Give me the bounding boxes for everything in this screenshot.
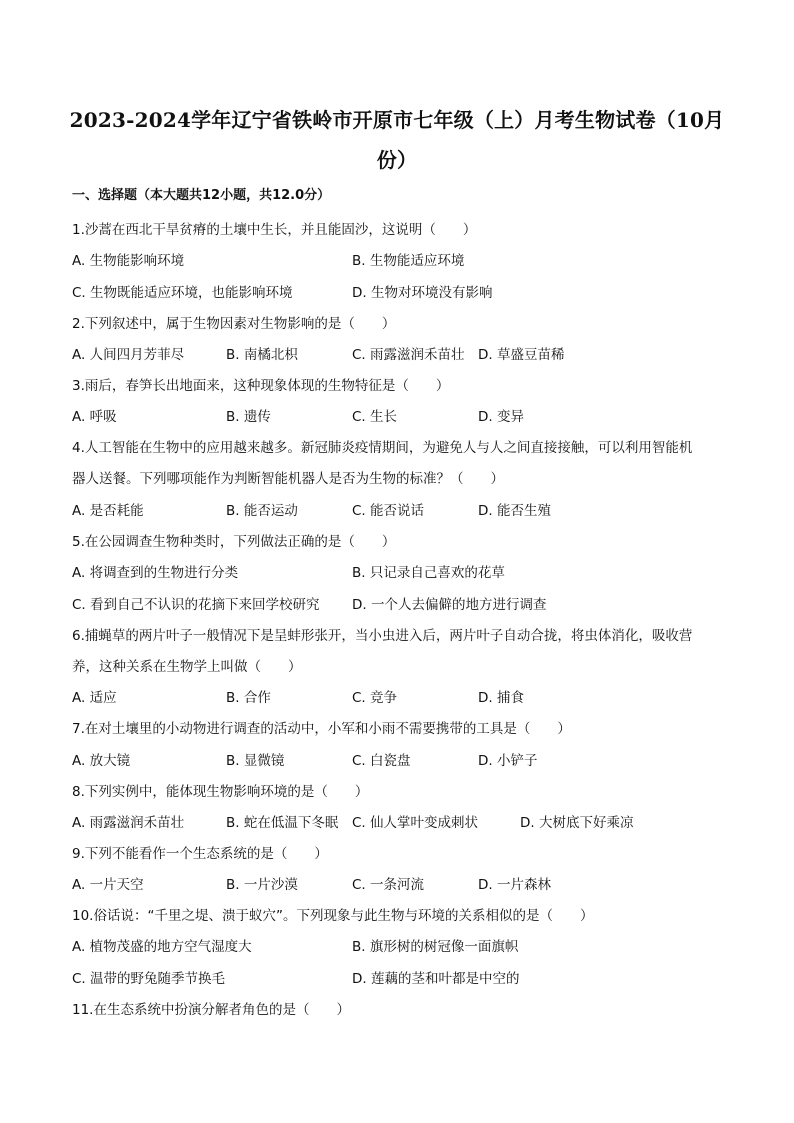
q1-option-d[interactable]: D. 生物对环境没有影响 [352,285,493,301]
q4-option-d[interactable]: D. 能否生殖 [478,503,551,519]
q3-option-d[interactable]: D. 变异 [478,409,524,425]
question-4-stem-line-1: 4.人工智能在生物中的应用越来越多。新冠肺炎疫情期间，为避免人与人之间直接接触，可以利用智能机 [72,440,693,456]
question-5-stem: 5.在公园调查生物种类时，下列做法正确的是（ ） [72,534,396,550]
q6-option-b[interactable]: B. 合作 [226,690,271,706]
question-9-stem: 9.下列不能看作一个生态系统的是（ ） [72,846,328,862]
q1-option-b[interactable]: B. 生物能适应环境 [352,253,465,269]
question-11-stem: 11.在生态系统中扮演分解者角色的是（ ） [72,1002,350,1018]
q8-option-a[interactable]: A. 雨露滋润禾苗壮 [72,815,185,831]
q2-option-c[interactable]: C. 雨露滋润禾苗壮 [352,347,465,363]
q3-option-c[interactable]: C. 生长 [352,409,398,425]
exam-title: 2023-2024学年辽宁省铁岭市开原市七年级（上）月考生物试卷（10月份） [69,108,725,172]
section-heading: 一、选择题（本大题共12小题，共12.0分） [72,188,331,203]
q3-option-a[interactable]: A. 呼吸 [72,409,117,425]
q9-option-b[interactable]: B. 一片沙漠 [226,877,298,893]
q9-option-d[interactable]: D. 一片森林 [478,877,551,893]
q4-option-a[interactable]: A. 是否耗能 [72,503,144,519]
question-8-stem: 8.下列实例中，能体现生物影响环境的是（ ） [72,784,369,800]
question-10-stem: 10.俗话说：“千里之堤、溃于蚁穴”。下列现象与此生物与环境的关系相似的是（ ） [72,908,594,924]
q2-option-a[interactable]: A. 人间四月芳菲尽 [72,347,185,363]
q10-option-a[interactable]: A. 植物茂盛的地方空气湿度大 [72,939,252,955]
question-3-stem: 3.雨后，春笋长出地面来，这种现象体现的生物特征是（ ） [72,378,450,394]
q8-option-b[interactable]: B. 蛇在低温下冬眠 [226,815,339,831]
q8-option-c[interactable]: C. 仙人掌叶变成刺状 [352,815,479,831]
q10-option-b[interactable]: B. 旗形树的树冠像一面旗帜 [352,939,519,955]
question-7-stem: 7.在对土壤里的小动物进行调查的活动中，小军和小雨不需要携带的工具是（ ） [72,721,571,737]
q7-option-c[interactable]: C. 白瓷盘 [352,753,411,769]
question-6-stem-line-2: 养，这种关系在生物学上叫做（ ） [72,659,302,675]
q5-option-c[interactable]: C. 看到自己不认识的花摘下来回学校研究 [72,597,320,613]
q2-option-b[interactable]: B. 南橘北枳 [226,347,298,363]
q1-option-a[interactable]: A. 生物能影响环境 [72,253,185,269]
q2-option-d[interactable]: D. 草盛豆苗稀 [478,347,565,363]
q1-option-c[interactable]: C. 生物既能适应环境，也能影响环境 [72,285,293,301]
q7-option-d[interactable]: D. 小铲子 [478,753,538,769]
question-2-stem: 2.下列叙述中，属于生物因素对生物影响的是（ ） [72,316,396,332]
q7-option-a[interactable]: A. 放大镜 [72,753,131,769]
q10-option-c[interactable]: C. 温带的野兔随季节换毛 [72,971,226,987]
q8-option-d[interactable]: D. 大树底下好乘凉 [520,815,634,831]
q5-option-b[interactable]: B. 只记录自己喜欢的花草 [352,565,505,581]
question-4-stem-line-2: 器人送餐。下列哪项能作为判断智能机器人是否为生物的标准？（ ） [72,471,504,487]
q6-option-a[interactable]: A. 适应 [72,690,117,706]
q4-option-b[interactable]: B. 能否运动 [226,503,298,519]
question-6-stem-line-1: 6.捕蝇草的两片叶子一般情况下是呈蚌形张开，当小虫进入后，两片叶子自动合拢，将虫体消化，吸收营 [72,628,693,644]
q9-option-a[interactable]: A. 一片天空 [72,877,144,893]
q9-option-c[interactable]: C. 一条河流 [352,877,425,893]
q6-option-d[interactable]: D. 捕食 [478,690,524,706]
q3-option-b[interactable]: B. 遗传 [226,409,271,425]
question-1-stem: 1.沙蒿在西北干旱贫瘠的土壤中生长，并且能固沙，这说明（ ） [72,222,477,238]
q5-option-a[interactable]: A. 将调查到的生物进行分类 [72,565,239,581]
q7-option-b[interactable]: B. 显微镜 [226,753,285,769]
q4-option-c[interactable]: C. 能否说话 [352,503,425,519]
q10-option-d[interactable]: D. 莲藕的茎和叶都是中空的 [352,971,520,987]
q6-option-c[interactable]: C. 竞争 [352,690,398,706]
q5-option-d[interactable]: D. 一个人去偏僻的地方进行调查 [352,597,547,613]
